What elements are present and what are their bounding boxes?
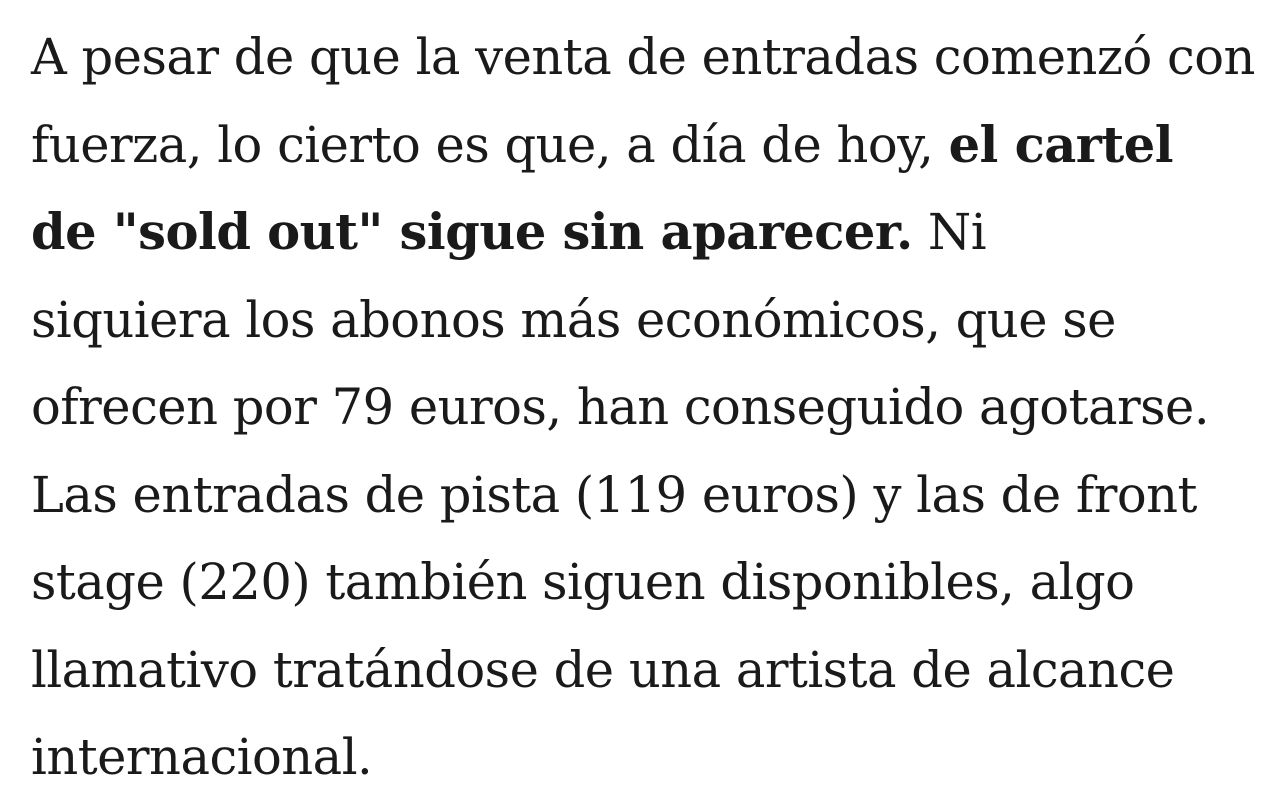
paragraph-line-2 (31, 102, 1266, 190)
text-segment: Las entradas de pista (119 euros) y las de front (31, 465, 1197, 524)
text-segment: Ni (912, 203, 987, 261)
paragraph-line-9 (31, 714, 1266, 802)
text-segment: stage (220) también siguen disponibles, algo (31, 553, 1135, 611)
text-segment: siquiera los abonos más económicos, que se (31, 290, 1116, 349)
paragraph-line-3 (31, 189, 1266, 277)
paragraph-line-1 (31, 14, 1266, 102)
article-paragraph (31, 14, 1266, 802)
paragraph-line-6 (31, 452, 1266, 540)
text-segment: llamativo tratándose de una artista de alcance (31, 640, 1175, 699)
text-segment: fuerza, lo cierto es que, a día de hoy, (31, 115, 949, 174)
emphasis-text: el cartel (948, 115, 1174, 174)
text-segment: A pesar de que la venta de entradas comenzó con (31, 28, 1255, 86)
paragraph-line-4 (31, 277, 1266, 365)
paragraph-line-8 (31, 627, 1266, 715)
text-segment: internacional. (31, 728, 373, 786)
emphasis-text: de "sold out" sigue sin aparecer. (31, 203, 913, 261)
text-segment: ofrecen por 79 euros, han conseguido agotarse. (31, 378, 1210, 436)
paragraph-line-5 (31, 364, 1266, 452)
paragraph-line-7 (31, 539, 1266, 627)
